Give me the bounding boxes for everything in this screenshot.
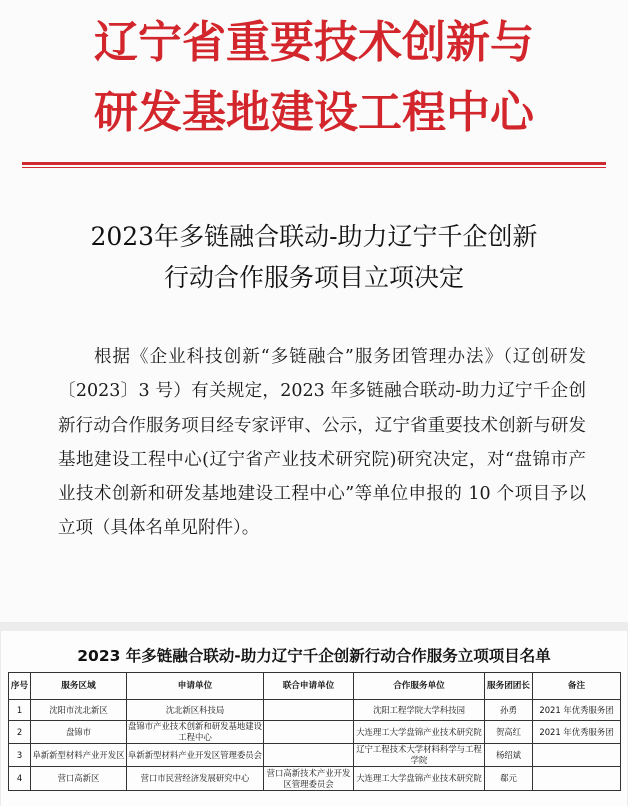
cell-leader: 孙勇 bbox=[485, 700, 533, 721]
cell-remark: 2021 年优秀服务团 bbox=[533, 700, 621, 721]
table-header-row bbox=[9, 673, 621, 700]
cell-partner: 大连理工大学盘锦产业技术研究院 bbox=[354, 767, 485, 791]
letterhead-rule-thick bbox=[22, 162, 606, 165]
cell-no: 4 bbox=[9, 767, 31, 791]
cell-co-applicant bbox=[264, 721, 354, 744]
cell-applicant: 阜新新型材料产业开发区管理委员会 bbox=[127, 744, 264, 767]
cell-no: 3 bbox=[9, 744, 31, 767]
decision-title-line-2: 行动合作服务项目立项决定 bbox=[163, 263, 464, 292]
cell-partner: 辽宁工程技术大学材料科学与工程学院 bbox=[354, 744, 485, 767]
header-no: 序号 bbox=[9, 673, 31, 700]
letterhead-line-1: 辽宁省重要技术创新与 bbox=[94, 17, 534, 68]
cell-partner: 大连理工大学盘锦产业技术研究院 bbox=[354, 721, 485, 744]
header-leader: 服务团团长 bbox=[485, 673, 533, 700]
cell-leader: 杨绍斌 bbox=[485, 744, 533, 767]
project-table bbox=[8, 672, 621, 791]
table-row bbox=[9, 767, 621, 791]
cell-no: 2 bbox=[9, 721, 31, 744]
cell-partner: 沈阳工程学院大学科技园 bbox=[354, 700, 485, 721]
cell-co-applicant bbox=[264, 700, 354, 721]
decision-title-line-1: 2023年多链融合联动-助力辽宁千企创新 bbox=[90, 222, 538, 251]
header-remark: 备注 bbox=[533, 673, 621, 700]
cell-area: 沈阳市沈北新区 bbox=[31, 700, 127, 721]
cell-remark: 2021 年优秀服务团 bbox=[533, 721, 621, 744]
cell-area: 阜新新型材料产业开发区 bbox=[31, 744, 127, 767]
cell-applicant: 沈北新区科技局 bbox=[127, 700, 264, 721]
cell-leader: 郗元 bbox=[485, 767, 533, 791]
cell-remark bbox=[533, 744, 621, 767]
letterhead-line-2: 研发基地建设工程中心 bbox=[94, 87, 534, 138]
cell-area: 盘锦市 bbox=[31, 721, 127, 744]
cell-leader: 贺高红 bbox=[485, 721, 533, 744]
decision-body: 根据《企业科技创新“多链融合”服务团管理办法》（辽创研发〔2023〕3 号）有关规定，2023 年多链融合联动-助力辽宁千企创新行动合作服务项目经专家评审、公示，辽宁省重要技术创新与研发基地建设工程中心(辽宁省产业技术研究院)研究决定，对“盘锦市产业技术创新和研发基地建设工程中心”等单位申报的 10 个项目予以立项（具体名单见附件）。 bbox=[58, 347, 586, 539]
header-applicant: 申请单位 bbox=[127, 673, 264, 700]
header-co-applicant: 联合申请单位 bbox=[264, 673, 354, 700]
table-row bbox=[9, 721, 621, 744]
cell-co-applicant bbox=[264, 744, 354, 767]
cell-applicant: 盘锦市产业技术创新和研发基地建设工程中心 bbox=[128, 721, 262, 742]
letterhead-rule-thin bbox=[22, 167, 606, 168]
cell-no: 1 bbox=[9, 700, 31, 721]
header-area: 服务区域 bbox=[31, 673, 127, 700]
cell-co-applicant: 营口高新技术产业开发区管理委员会 bbox=[264, 767, 354, 791]
table-row bbox=[9, 700, 621, 721]
annex-page bbox=[1, 631, 627, 806]
cell-remark bbox=[533, 767, 621, 791]
table-row bbox=[9, 744, 621, 767]
cell-applicant: 营口市民营经济发展研究中心 bbox=[127, 767, 264, 791]
cell-area: 营口高新区 bbox=[31, 767, 127, 791]
annex-title: 2023 年多链融合联动-助力辽宁千企创新行动合作服务立项项目名单 bbox=[77, 647, 551, 665]
header-partner: 合作服务单位 bbox=[354, 673, 485, 700]
